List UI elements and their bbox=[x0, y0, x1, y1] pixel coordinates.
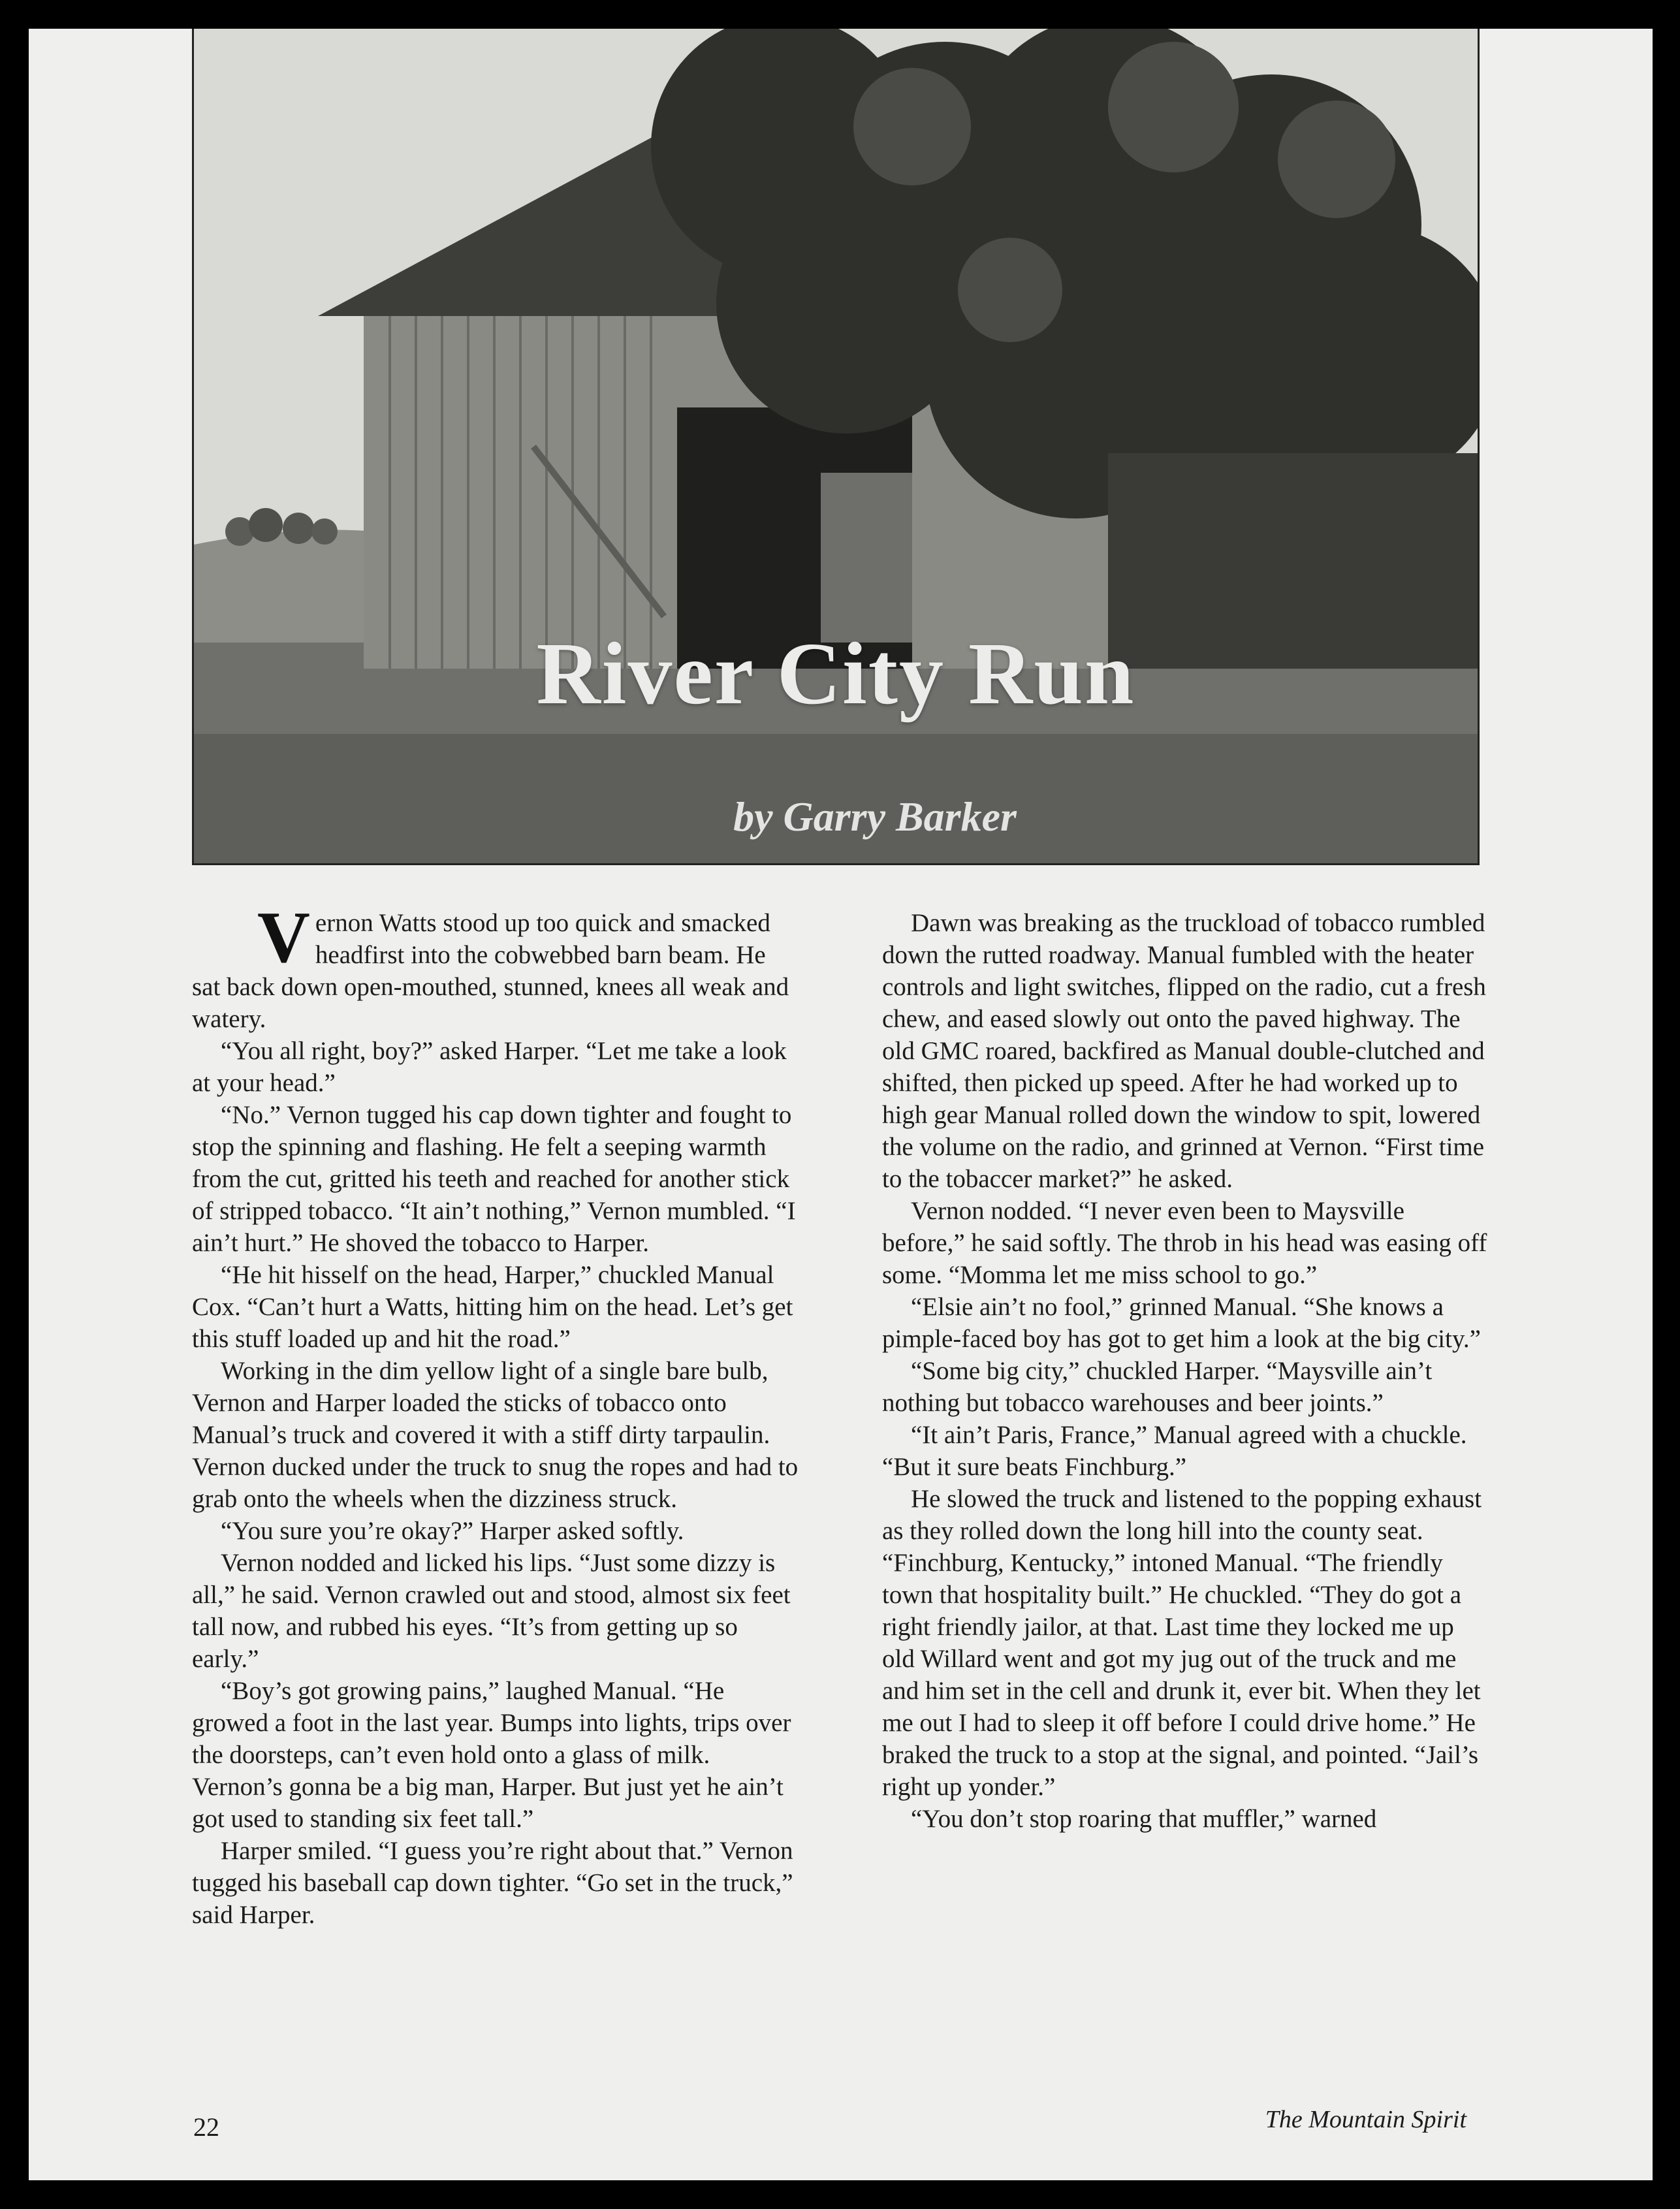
paragraph: He slowed the truck and listened to the popping exhaust as they rolled down the long hill into the county seat. “Finchburg, Kentucky,” intoned Manual. “The friendly town that hospitality built.” He chuckled. “They do got a right friendly jailor, at that. Last time they locked me up old Willard went and got my jug out of the truck and me and him set in the cell and drunk it, ever bit. When they let me out I had to sleep it off before I could drive home.” He braked the truck to a stop at the signal, and pointed. “Jail’s right up yonder.” bbox=[882, 1485, 1482, 1801]
barn-photo-illustration bbox=[194, 29, 1478, 863]
paragraph: “No.” Vernon tugged his cap down tighter and fought to stop the spinning and flashing. He felt a seeping warmth from the cut, gritted his teeth and reached for another stick of stripped tobacco. “It ain’t nothing,” Vernon mumbled. “I ain’t hurt.” He shoved the tobacco to Harper. bbox=[192, 1101, 796, 1257]
paragraph: “He hit hisself on the head, Harper,” chuckled Manual Cox. “Can’t hurt a Watts, hitting him on the head. Let’s get this stuff loaded up and hit the road.” bbox=[192, 1261, 793, 1353]
paragraph: Vernon nodded. “I never even been to Maysville before,” he said softly. The throb in his head was easing off some. “Momma let me miss school to go.” bbox=[882, 1197, 1487, 1289]
paragraph: “You don’t stop roaring that muffler,” warned bbox=[911, 1805, 1377, 1833]
paragraph: Vernon Watts stood up too quick and smacked headfirst into the cobwebbed barn beam. He sat back down open-mouthed, stunned, knees all weak and watery. bbox=[192, 897, 789, 1033]
paragraph: “Elsie ain’t no fool,” grinned Manual. “She knows a pimple-faced boy has got to get him a look at the big city.” bbox=[882, 1293, 1481, 1353]
text-column-right bbox=[882, 907, 1489, 1835]
magazine-page bbox=[29, 29, 1653, 2180]
paragraph: “Boy’s got growing pains,” laughed Manual. “He growed a foot in the last year. Bumps into lights, trips over the doorsteps, can’t even hold onto a glass of milk. Vernon’s gonna be a big man, Harper. But just yet he ain’t got used to standing six feet tall.” bbox=[192, 1677, 791, 1833]
paragraph: “You all right, boy?” asked Harper. “Let me take a look at your head.” bbox=[192, 1037, 787, 1097]
publication-name: The Mountain Spirit bbox=[1265, 2106, 1466, 2133]
paragraph: “You sure you’re okay?” Harper asked softly. bbox=[221, 1517, 684, 1545]
paragraph: “It ain’t Paris, France,” Manual agreed with a chuckle. “But it sure beats Finchburg.” bbox=[882, 1421, 1467, 1481]
paragraph: Working in the dim yellow light of a single bare bulb, Vernon and Harper loaded the sticks of tobacco onto Manual’s truck and covered it with a stiff dirty tarpaulin. Vernon ducked under the truck to snug the ropes and had to grab onto the wheels when the dizziness struck. bbox=[192, 1357, 799, 1513]
article-byline: by Garry Barker bbox=[733, 793, 1017, 840]
paragraph: Harper smiled. “I guess you’re right about that.” Vernon tugged his baseball cap down tighter. “Go set in the truck,” said Harper. bbox=[192, 1837, 793, 1929]
drop-cap: V bbox=[257, 897, 310, 978]
page-number: 22 bbox=[193, 2112, 219, 2142]
paragraph: “Some big city,” chuckled Harper. “Maysville ain’t nothing but tobacco warehouses and beer joints.” bbox=[882, 1357, 1433, 1417]
article-title: River City Run bbox=[536, 625, 1135, 723]
paragraph: Dawn was breaking as the truckload of tobacco rumbled down the rutted roadway. Manual fumbled with the heater controls and light switches, flipped on the radio, cut a fresh chew, and eased slowly out onto the paved highway. The old GMC roared, backfired as Manual double-clutched and shifted, then picked up speed. After he had worked up to high gear Manual rolled down the window to spit, lowered the volume on the radio, and grinned at Vernon. “First time to the tobaccer market?” he asked. bbox=[882, 909, 1486, 1193]
paragraph: Vernon nodded and licked his lips. “Just some dizzy is all,” he said. Vernon crawled out and stood, almost six feet tall now, and rubbed his eyes. “It’s from getting up so early.” bbox=[192, 1549, 791, 1673]
barn-photograph bbox=[192, 29, 1480, 865]
text-column-left bbox=[192, 897, 799, 1931]
